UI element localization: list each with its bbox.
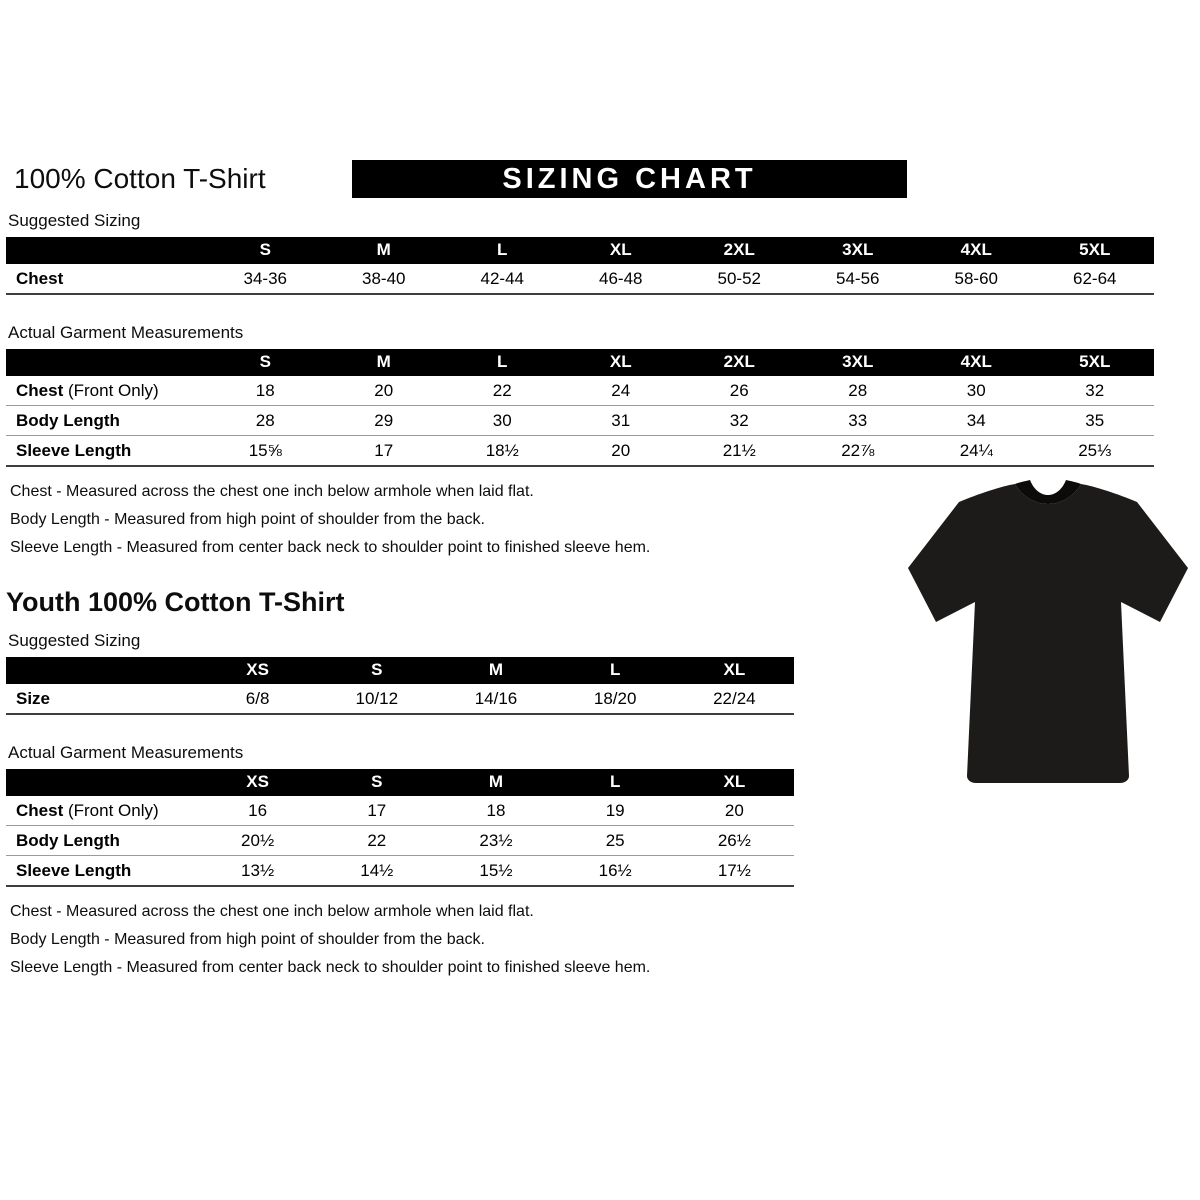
size-column-header: XL: [562, 237, 681, 264]
size-column-header: 4XL: [917, 237, 1036, 264]
row-label: Chest (Front Only): [6, 376, 206, 406]
measurement-cell: 33: [799, 406, 918, 436]
size-column-header: 5XL: [1036, 237, 1155, 264]
size-column-header: L: [443, 237, 562, 264]
table-header-row: [6, 237, 1154, 264]
size-column-header: L: [556, 657, 675, 684]
measurement-cell: 46-48: [562, 264, 681, 294]
measurement-cell: 62-64: [1036, 264, 1155, 294]
size-column-header: 5XL: [1036, 349, 1155, 376]
measurement-cell: 20: [562, 436, 681, 467]
measurement-cell: 28: [799, 376, 918, 406]
adult-suggested-sizing-table: [6, 237, 1154, 295]
measurement-cell: 18½: [443, 436, 562, 467]
measurement-cell: 20: [325, 376, 444, 406]
table-row: [6, 264, 1154, 294]
measurement-cell: 22: [317, 826, 436, 856]
measurement-cell: 58-60: [917, 264, 1036, 294]
measurement-cell: 26: [680, 376, 799, 406]
header-row: [6, 160, 1156, 198]
table-header-row: [6, 657, 794, 684]
measurement-cell: 31: [562, 406, 681, 436]
measurement-cell: 13½: [198, 856, 317, 887]
measurement-cell: 35: [1036, 406, 1155, 436]
measurement-cell: 22/24: [675, 684, 794, 714]
youth-suggested-sizing-table: [6, 657, 794, 715]
note-sleeve-length: Sleeve Length - Measured from center back neck to shoulder point to finished sleeve hem.: [10, 539, 651, 556]
row-label: Body Length: [6, 826, 198, 856]
youth-measurement-notes: [10, 903, 1156, 977]
row-label-column-header: [6, 769, 198, 796]
tshirt-silhouette: [908, 484, 1188, 783]
row-label: Body Length: [6, 406, 206, 436]
size-column-header: 2XL: [680, 237, 799, 264]
size-column-header: L: [556, 769, 675, 796]
measurement-cell: 20½: [198, 826, 317, 856]
note-body-length: Body Length - Measured from high point of shoulder from the back.: [10, 931, 485, 948]
size-column-header: S: [206, 349, 325, 376]
measurement-cell: 50-52: [680, 264, 799, 294]
row-label-column-header: [6, 349, 206, 376]
measurement-cell: 6/8: [198, 684, 317, 714]
sizing-chart-banner: SIZING CHART: [352, 160, 907, 198]
suggested-sizing-label: Suggested Sizing: [8, 211, 141, 230]
note-body-length: Body Length - Measured from high point of shoulder from the back.: [10, 511, 485, 528]
row-label: Size: [6, 684, 198, 714]
size-column-header: XS: [198, 769, 317, 796]
size-column-header: XL: [675, 657, 794, 684]
measurement-cell: 22: [443, 376, 562, 406]
black-tshirt-icon: [898, 468, 1198, 808]
measurement-cell: 32: [680, 406, 799, 436]
size-column-header: XL: [675, 769, 794, 796]
measurement-cell: 14½: [317, 856, 436, 887]
note-sleeve-length: Sleeve Length - Measured from center back neck to shoulder point to finished sleeve hem.: [10, 959, 651, 976]
row-label: Chest: [6, 264, 206, 294]
size-column-header: S: [317, 657, 436, 684]
size-column-header: XS: [198, 657, 317, 684]
table-header-row: [6, 349, 1154, 376]
size-column-header: XL: [562, 349, 681, 376]
measurement-cell: 15⅝: [206, 436, 325, 467]
measurement-cell: 16½: [556, 856, 675, 887]
table-row: [6, 796, 794, 826]
youth-actual-measurements-label: Actual Garment Measurements: [8, 743, 244, 762]
table-row: [6, 684, 794, 714]
measurement-cell: 24¼: [917, 436, 1036, 467]
measurement-cell: 30: [917, 376, 1036, 406]
measurement-cell: 38-40: [325, 264, 444, 294]
table-row: [6, 856, 794, 887]
measurement-cell: 32: [1036, 376, 1155, 406]
measurement-cell: 34: [917, 406, 1036, 436]
size-column-header: S: [206, 237, 325, 264]
row-label: Chest (Front Only): [6, 796, 198, 826]
size-column-header: 3XL: [799, 349, 918, 376]
measurement-cell: 18: [436, 796, 555, 826]
size-column-header: M: [436, 657, 555, 684]
size-column-header: M: [325, 237, 444, 264]
table-row: [6, 376, 1154, 406]
size-column-header: 2XL: [680, 349, 799, 376]
size-column-header: 4XL: [917, 349, 1036, 376]
size-column-header: S: [317, 769, 436, 796]
measurement-cell: 19: [556, 796, 675, 826]
tshirt-product-image: [898, 468, 1198, 808]
measurement-cell: 17: [317, 796, 436, 826]
size-column-header: L: [443, 349, 562, 376]
youth-section-title: Youth 100% Cotton T-Shirt: [6, 587, 345, 617]
actual-measurements-label: Actual Garment Measurements: [8, 323, 244, 342]
youth-actual-measurements-table: [6, 769, 794, 887]
table-row: [6, 826, 794, 856]
measurement-cell: 18: [206, 376, 325, 406]
measurement-cell: 34-36: [206, 264, 325, 294]
table-row: [6, 436, 1154, 467]
measurement-cell: 30: [443, 406, 562, 436]
measurement-cell: 25⅓: [1036, 436, 1155, 467]
measurement-cell: 28: [206, 406, 325, 436]
measurement-cell: 54-56: [799, 264, 918, 294]
measurement-cell: 25: [556, 826, 675, 856]
table-header-row: [6, 769, 794, 796]
size-column-header: M: [436, 769, 555, 796]
measurement-cell: 26½: [675, 826, 794, 856]
measurement-cell: 16: [198, 796, 317, 826]
size-column-header: M: [325, 349, 444, 376]
note-chest: Chest - Measured across the chest one inch below armhole when laid flat.: [10, 903, 534, 920]
note-chest: Chest - Measured across the chest one inch below armhole when laid flat.: [10, 483, 534, 500]
row-label: Sleeve Length: [6, 436, 206, 467]
table-row: [6, 406, 1154, 436]
measurement-cell: 21½: [680, 436, 799, 467]
measurement-cell: 22⅞: [799, 436, 918, 467]
measurement-cell: 20: [675, 796, 794, 826]
measurement-cell: 15½: [436, 856, 555, 887]
measurement-cell: 18/20: [556, 684, 675, 714]
measurement-cell: 24: [562, 376, 681, 406]
measurement-cell: 17½: [675, 856, 794, 887]
measurement-cell: 29: [325, 406, 444, 436]
measurement-cell: 14/16: [436, 684, 555, 714]
size-column-header: 3XL: [799, 237, 918, 264]
measurement-cell: 23½: [436, 826, 555, 856]
measurement-cell: 42-44: [443, 264, 562, 294]
row-label-column-header: [6, 237, 206, 264]
measurement-cell: 17: [325, 436, 444, 467]
page-title: 100% Cotton T-Shirt: [14, 163, 266, 194]
adult-actual-measurements-table: [6, 349, 1154, 467]
row-label: Sleeve Length: [6, 856, 198, 887]
youth-suggested-sizing-label: Suggested Sizing: [8, 631, 141, 650]
row-label-column-header: [6, 657, 198, 684]
measurement-cell: 10/12: [317, 684, 436, 714]
